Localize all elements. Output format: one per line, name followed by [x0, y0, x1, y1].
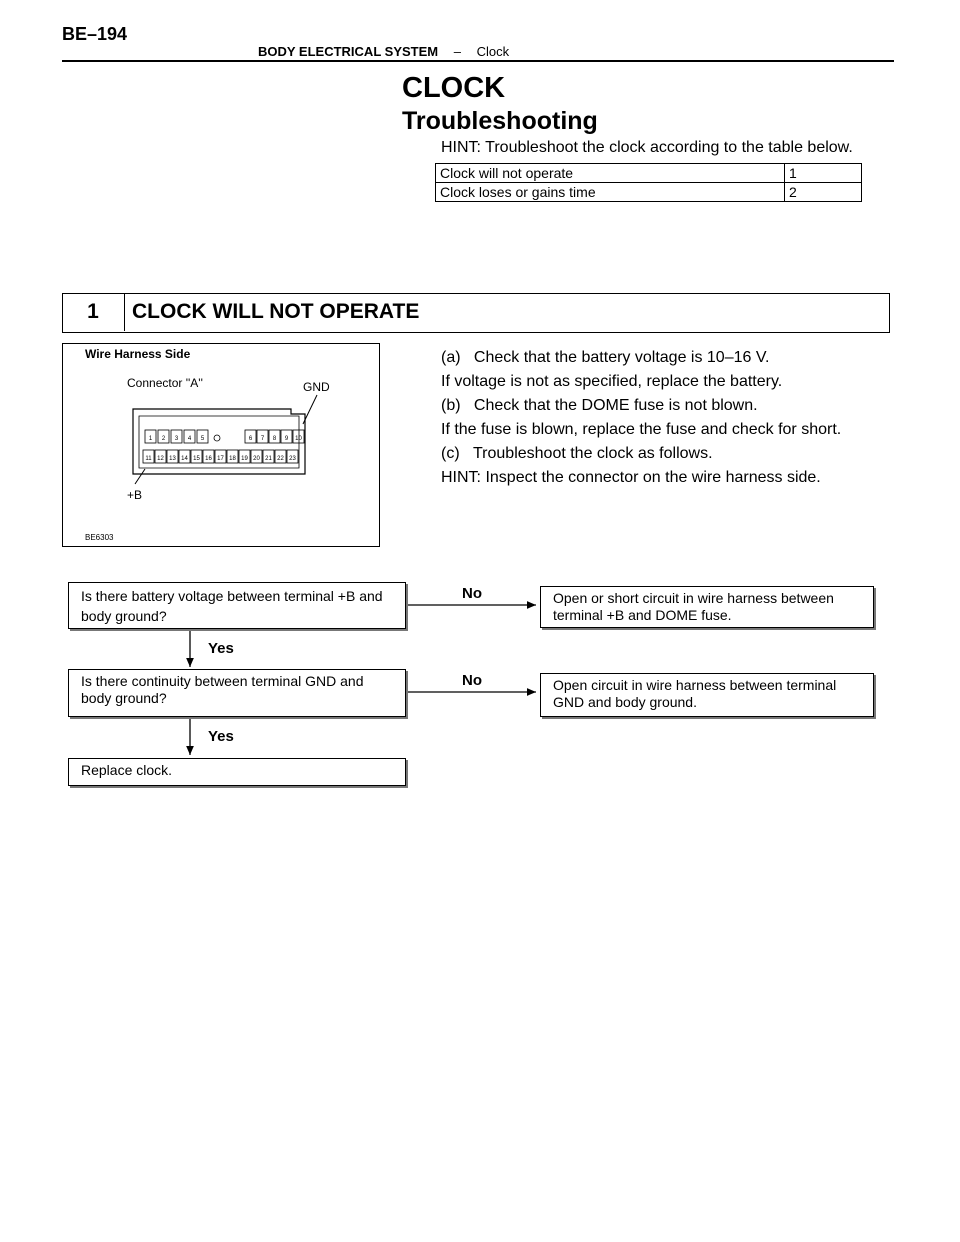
pin-number: 14 [181, 456, 188, 462]
pin-number: 17 [217, 456, 224, 462]
flow-question-1: Is there battery voltage between terminal +B and body ground? [68, 582, 406, 629]
page-number: BE–194 [62, 24, 128, 44]
b-label: +B [127, 488, 143, 502]
pin-number: 15 [193, 456, 200, 462]
symptom-cell: Clock loses or gains time [436, 183, 785, 202]
gnd-label: GND [303, 380, 330, 394]
pin-number: 4 [187, 436, 192, 442]
no-label-2: No [462, 672, 482, 689]
page-subtitle: Troubleshooting [402, 107, 598, 135]
flow-question-2: Is there continuity between terminal GND and body ground? [68, 669, 406, 717]
figure-code: BE6303 [85, 533, 114, 542]
step-a-note: If voltage is not as specified, replace the battery. [441, 373, 783, 390]
header-separator: – [453, 44, 461, 59]
step-b: (b) Check that the DOME fuse is not blown. [441, 397, 758, 414]
pin-number: 1 [148, 436, 153, 442]
section-number: 1 [62, 293, 125, 331]
header-section-name: BODY ELECTRICAL SYSTEM [258, 44, 439, 59]
step-c: (c) Troubleshoot the clock as follows. [441, 445, 713, 462]
pin-number: 21 [265, 456, 272, 462]
pin-number: 5 [200, 436, 205, 442]
pin-number: 6 [248, 436, 253, 442]
ref-cell: 1 [785, 164, 862, 183]
pin-number: 13 [169, 456, 176, 462]
symptom-cell: Clock will not operate [436, 164, 785, 183]
step-a: (a) Check that the battery voltage is 10–16 V. [441, 349, 770, 366]
no-label-1: No [462, 585, 482, 602]
ref-cell: 2 [785, 183, 862, 202]
flow-result-1: Open or short circuit in wire harness between terminal +B and DOME fuse. [540, 586, 874, 628]
pin-number: 16 [205, 456, 212, 462]
yes-label-1: Yes [208, 640, 234, 657]
pin-number: 10 [295, 436, 302, 442]
flow-end: Replace clock. [68, 758, 406, 786]
connector-label: Connector ''A'' [127, 376, 203, 390]
figure-title: Wire Harness Side [85, 347, 191, 361]
pin-number: 18 [229, 456, 236, 462]
pin-number: 2 [161, 436, 166, 442]
pin-number: 12 [157, 456, 164, 462]
pin-number: 20 [253, 456, 260, 462]
flow-result-2: Open circuit in wire harness between terminal GND and body ground. [540, 673, 874, 717]
pin-number: 23 [289, 456, 296, 462]
header-subsection: Clock [476, 44, 510, 59]
pin-number: 22 [277, 456, 284, 462]
pin-number: 8 [272, 436, 277, 442]
yes-label-2: Yes [208, 728, 234, 745]
hint-text: HINT: Troubleshoot the clock according to the table below. [441, 139, 853, 156]
section-title: CLOCK WILL NOT OPERATE [132, 300, 420, 323]
step-b-note: If the fuse is blown, replace the fuse and check for short. [441, 421, 842, 438]
pin-number: 19 [241, 456, 248, 462]
step-hint: HINT: Inspect the connector on the wire harness side. [441, 469, 821, 486]
pin-number: 11 [145, 456, 152, 462]
pin-number: 7 [260, 436, 265, 442]
pin-number: 3 [174, 436, 179, 442]
page-title: CLOCK [402, 72, 506, 104]
pin-number: 9 [284, 436, 289, 442]
